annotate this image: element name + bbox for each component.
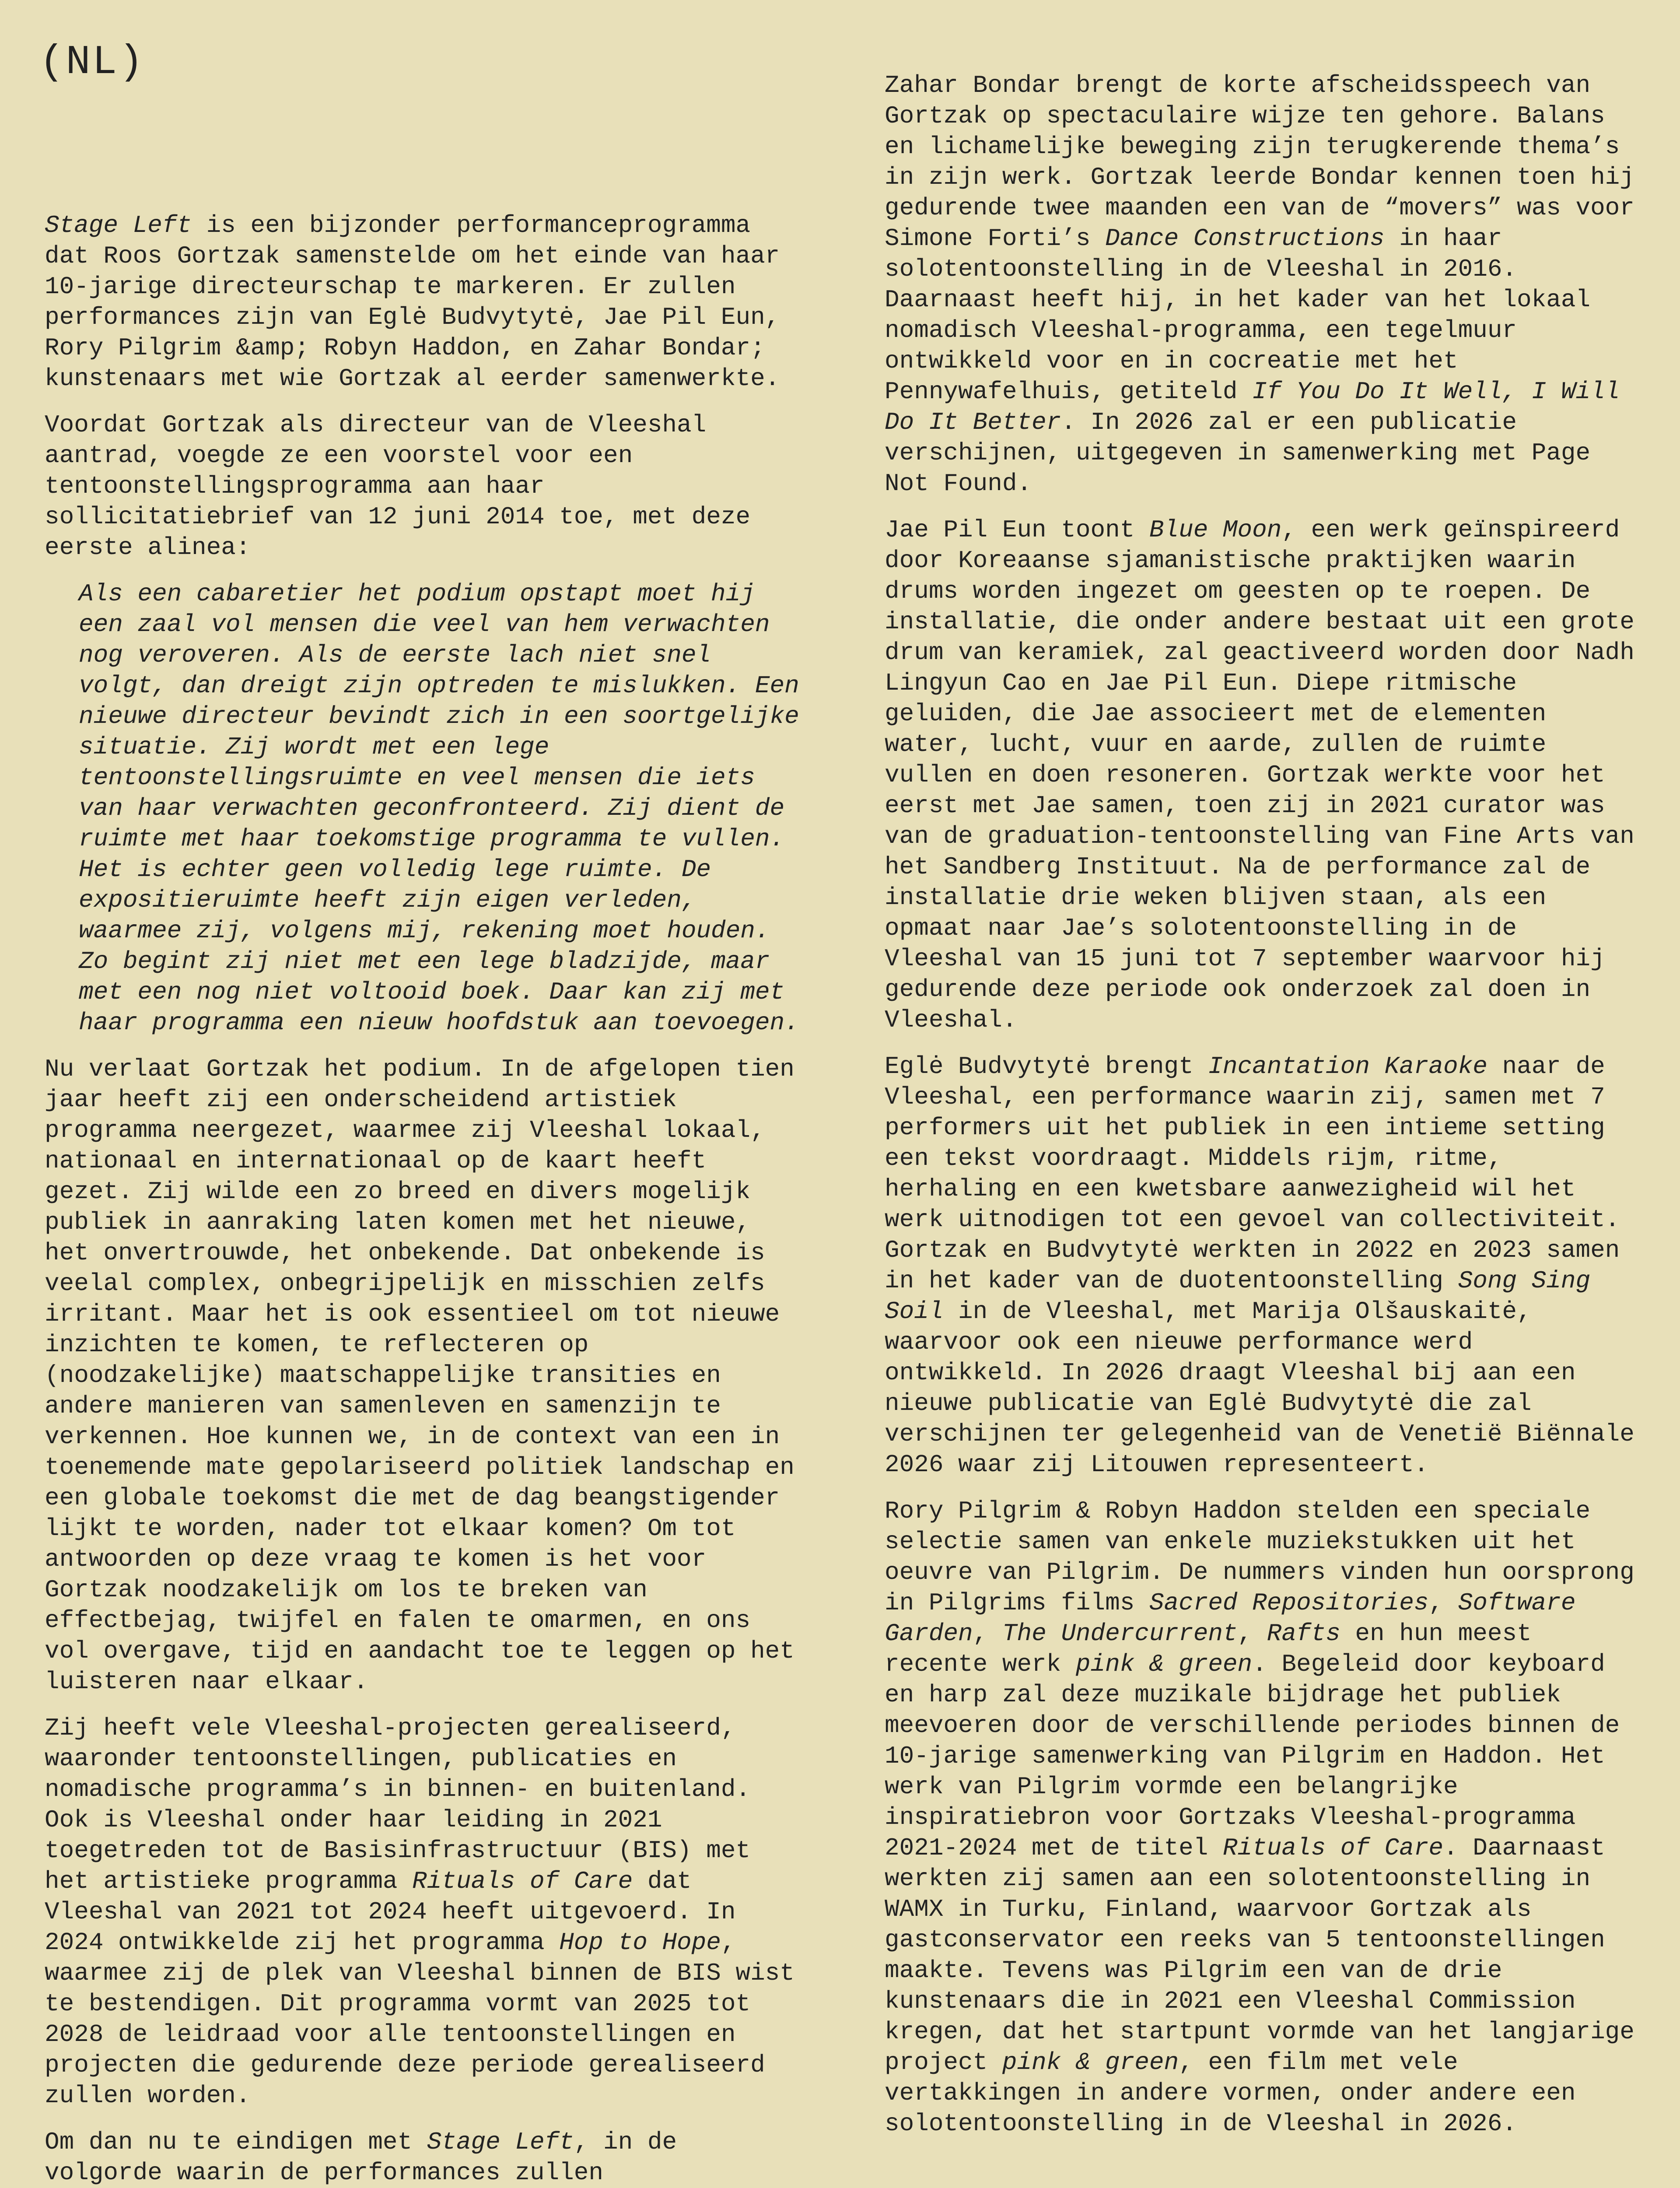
- text-span: Zij heeft vele Vleeshal-projecten gerealiseerd, waaronder tentoonstellingen, publicaties en nomadische programma’s in binnen- en buitenland. Ook is Vleeshal onder haar leiding in 2021 toegetreden tot de Basisinfrastructuur (BIS) met het artistieke programma: [45, 1714, 751, 1895]
- text-span: in haar solotentoonstelling in de Vleeshal in 2016. Daarnaast heeft hij, in het kader van het lokaal nomadisch Vleeshal-programma, een tegelmuur ontwikkeld voor en in cocreatie met het Pennywafelhuis, getiteld: [885, 224, 1591, 406]
- text-span: . Daarnaast werkten zij samen aan een solotentoonstelling in WAMX in Turku, Finland, waarvoor Gortzak als gastconservator een reeks van 5 tentoonstellingen maakte. Tevens was Pilgrim een van de drie kunstenaars die in 2021 een Vleeshal Commission kregen, dat het startpunt vormde van het langjarige project: [885, 1834, 1634, 2076]
- title-stage-left: Stage Left: [45, 211, 192, 239]
- title-software-garden: Software Garden: [885, 1589, 1576, 1648]
- proposal-paragraph: Voordat Gortzak als directeur van de Vleeshal aantrad, voegde ze een voorstel voor een tentoonstellingsprogramma aan haar sollicitatiebrief van 12 juni 2014 toe, met deze eerste alinea:: [45, 411, 751, 561]
- title-stage-left: Stage Left: [427, 2128, 574, 2156]
- text-span: . In 2026 zal er een publicatie verschijnen, uitgegeven in samenwerking met Page Not Found.: [885, 408, 1591, 498]
- text-span: Rory Pilgrim & Robyn Haddon stelden een speciale selectie samen van enkele muziekstukken uit het oeuvre van Pilgrim. De nummers vinden hun oorsprong in Pilgrims films: [885, 1497, 1634, 1617]
- text-span: , een film met vele vertakkingen in andere vormen, onder andere een solotentoonstelling in de Vleeshal in 2026.: [885, 2048, 1576, 2138]
- title-sacred-repositories: Sacred Repositories: [1149, 1589, 1429, 1617]
- title-dance-constructions: Dance Constructions: [1105, 224, 1385, 252]
- budvytyte-paragraph: [885, 1051, 1637, 1480]
- text-span: Zahar Bondar brengt de korte afscheidsspeech van Gortzak op spectaculaire wijze ten gehore. Balans en lichamelijke beweging zijn terugkerende thema’s in zijn werk. Gortzak leerde Bondar kennen toen hij gedurende twee maanden een van de “movers” was voor Simone Forti’s: [885, 71, 1634, 252]
- text-span: ,: [1428, 1589, 1458, 1617]
- title-blue-moon: Blue Moon: [1149, 516, 1282, 544]
- title-rafts: Rafts: [1267, 1620, 1340, 1648]
- title-hop-to-hope: Hop to Hope: [559, 1929, 721, 1957]
- pilgrim-paragraph: [885, 1496, 1637, 2139]
- closing-paragraph: [45, 2127, 806, 2188]
- text-span: Jae Pil Eun toont: [885, 516, 1149, 544]
- title-rituals-of-care: Rituals of Care: [1222, 1834, 1444, 1862]
- title-rituals-of-care: Rituals of Care: [412, 1867, 633, 1895]
- block-quote: Als een cabaretier het podium opstapt moet hij een zaal vol mensen die veel van hem verwachten nog veroveren. Als de eerste lach niet snel volgt, dan dreigt zijn optreden te mislukken. Een nieuwe directeur bevindt zich in een soortgelijke situatie. Zij wordt met een lege tentoonstellingsruimte en veel mensen die iets van haar verwachten geconfronteerd. Zij dient de ruimte met haar toekomstige programma te vullen. Het is echter geen volledig lege ruimte. De expositieruimte heeft zijn eigen verleden, waarmee zij, volgens mij, rekening moet houden. Zo begint zij niet met een lege bladzijde, maar met een nog niet voltooid boek. Daar kan zij met haar programma een nieuw hoofdstuk aan toevoegen.: [79, 580, 799, 1037]
- text-span: ,: [973, 1620, 1002, 1648]
- bondar-paragraph: [885, 70, 1637, 499]
- text-span: in de Vleeshal, met Marija Olšauskaitė, waarvoor ook een nieuwe performance werd ontwikkeld. In 2026 draagt Vleeshal bij aan een nieuwe publicatie van Eglė Budvytytė die zal verschijnen ter gelegenheid van de Venetië Biënnale 2026 waar zij Litouwen representeert.: [885, 1297, 1634, 1479]
- text-span: naar de Vleeshal, een performance waarin zij, samen met 7 performers uit het publiek in een intieme setting een tekst voordraagt. Middels rijm, ritme, herhaling en een kwetsbare aanwezigheid wil het werk uitnodigen tot een gevoel van collectiviteit. Gortzak en Budvytytė werkten in 2022 en 2023 samen in het kader van de duotentoonstelling: [885, 1052, 1620, 1295]
- text-span: ,: [1237, 1620, 1267, 1648]
- text-span: is een bijzonder performanceprogramma dat Roos Gortzak samenstelde om het einde van haar 10-jarige directeurschap te markeren. Er zullen performances zijn van Eglė Budvytytė, Jae Pil Eun, Rory Pilgrim &amp; Robyn Haddon, en Zahar Bondar; kunstenaars met wie Gortzak al eerder samenwerkte.: [45, 211, 780, 393]
- reflection-paragraph: Nu verlaat Gortzak het podium. In de afgelopen tien jaar heeft zij een onderscheidend artistiek programma neergezet, waarmee zij Vleeshal lokaal, nationaal en internationaal op de kaart heeft gezet. Zij wilde een zo breed en divers mogelijk publiek in aanraking laten komen met het nieuwe, het onvertrouwde, het onbekende. Dat onbekende is veelal complex, onbegrijpelijk en misschien zelfs irritant. Maar het is ook essentieel om tot nieuwe inzichten te komen, te reflecteren op (noodzakelijke) maatschappelijke transities en andere manieren van samenleven en samenzijn te verkennen. Hoe kunnen we, in de context van een in toenemende mate gepolariseerd politiek landschap en een globale toekomst die met de dag beangstigender lijkt te worden, nader tot elkaar komen? Om tot antwoorden op deze vraag te komen is het voor Gortzak noodzakelijk om los te breken van effectbejag, twijfel en falen te omarmen, en ons vol overgave, tijd en aandacht toe te leggen op het luisteren naar elkaar.: [45, 1055, 794, 1696]
- text-span: dat Vleeshal van 2021 tot 2024 heeft uitgevoerd. In 2024 ontwikkelde zij het programma: [45, 1867, 736, 1957]
- title-the-undercurrent: The Undercurrent: [1002, 1620, 1238, 1648]
- text-span: , in de volgorde waarin de performances zullen: [45, 2128, 677, 2187]
- text-span: en hun meest recente werk: [885, 1620, 1532, 1678]
- eun-paragraph: [885, 515, 1637, 1035]
- right-column: [885, 70, 1637, 2139]
- left-column: [45, 210, 806, 2188]
- text-span: , waarmee zij de plek van Vleeshal binnen de BIS wist te bestendigen. Dit programma vormt van 2025 tot 2028 de leidraad voor alle tentoonstellingen en projecten die gedurende deze periode gerealiseerd zullen worden.: [45, 1929, 794, 2110]
- title-song-sing-soil: Song Sing Soil: [885, 1267, 1591, 1325]
- language-label: (NL): [39, 39, 145, 86]
- title-pink-and-green: pink & green: [1002, 2048, 1179, 2076]
- title-pink-and-green: pink & green: [1075, 1650, 1253, 1678]
- title-incantation-karaoke: Incantation Karaoke: [1208, 1052, 1488, 1080]
- projects-paragraph: [45, 1713, 806, 2111]
- text-span: . Begeleid door keyboard en harp zal deze muzikale bijdrage het publiek meevoeren door de verschillende periodes binnen de 10-jarige samenwerking van Pilgrim en Haddon. Het werk van Pilgrim vormde een belangrijke inspiratiebron voor Gortzaks Vleeshal-programma 2021-2024 met de titel: [885, 1650, 1620, 1862]
- text-span: Om dan nu te eindigen met: [45, 2128, 427, 2156]
- text-span: , een werk geïnspireerd door Koreaanse sjamanistische praktijken waarin drums worden ingezet om geesten op te roepen. De installatie, die onder andere bestaat uit een grote drum van keramiek, zal geactiveerd worden door Nadh Lingyun Cao en Jae Pil Eun. Diepe ritmische geluiden, die Jae associeert met de elementen water, lucht, vuur en aarde, zullen de ruimte vullen en doen resoneren. Gortzak werkte voor het eerst met Jae samen, toen zij in 2021 curator was van de graduation-tentoonstelling van Fine Arts van het Sandberg Instituut. Na de performance zal de installatie drie weken blijven staan, als een opmaat naar Jae’s solotentoonstelling in de Vleeshal van 15 juni tot 7 september waarvoor hij gedurende deze periode ook onderzoek zal doen in Vleeshal.: [885, 516, 1634, 1034]
- intro-paragraph: [45, 210, 806, 394]
- text-span: Eglė Budvytytė brengt: [885, 1052, 1208, 1080]
- title-if-you-do-it-well: If You Do It Well, I Will Do It Better: [885, 378, 1620, 436]
